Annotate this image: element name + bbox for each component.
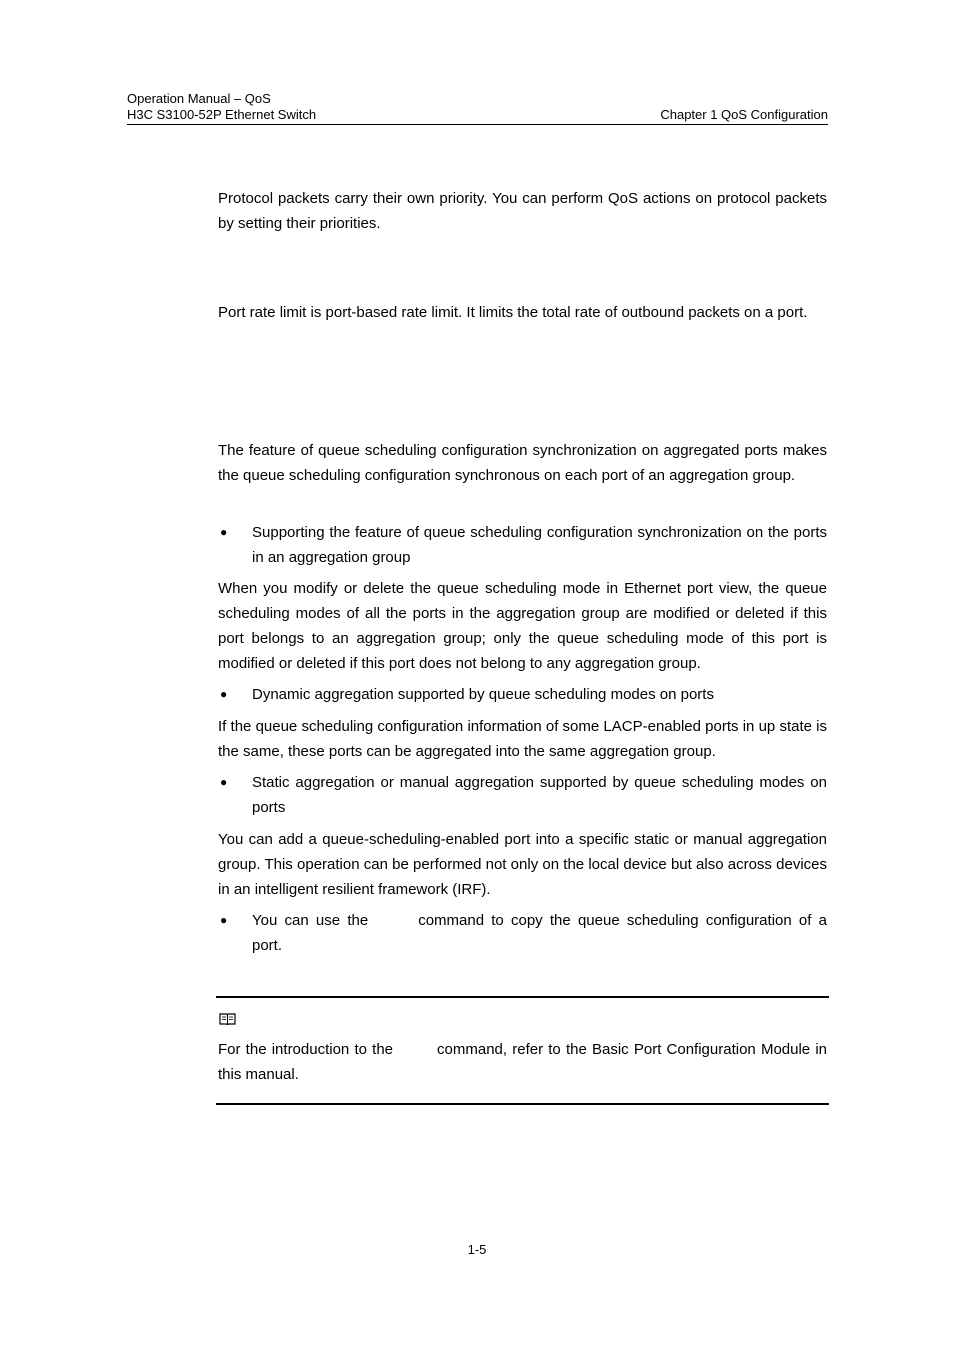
list-item-text bbox=[252, 908, 827, 958]
note-text-before: For the introduction to the bbox=[218, 1041, 394, 1058]
manual-title: Operation Manual – QoS bbox=[127, 91, 271, 106]
book-icon bbox=[219, 1012, 236, 1026]
list-item-text: Static aggregation or manual aggregation supported by queue scheduling modes on ports bbox=[252, 774, 827, 816]
list-item bbox=[218, 682, 827, 707]
bullet-icon: ● bbox=[220, 687, 228, 701]
paragraph-queue-sync: The feature of queue scheduling configuration synchronization on aggregated ports makes the queue scheduling configuration synchronous on each port of an aggregation group. bbox=[218, 442, 827, 484]
product-name: H3C S3100-52P Ethernet Switch bbox=[127, 107, 317, 122]
paragraph-modify-delete: When you modify or delete the queue scheduling mode in Ethernet port view, the queue scheduling modes of all the ports in the aggregation group are modified or deleted if this port belongs to an aggregation group; only the queue scheduling mode of this port is modified or deleted if this port does not belong to any aggregation group. bbox=[218, 580, 827, 672]
page-number: 1-5 bbox=[467, 1242, 487, 1257]
chapter-title: Chapter 1 QoS Configuration bbox=[660, 107, 828, 122]
note-text-after: command, refer to the Basic Port Configuration Module in this manual. bbox=[218, 1041, 828, 1083]
bullet-icon: ● bbox=[220, 913, 228, 927]
bullet-icon: ● bbox=[220, 525, 228, 539]
note-rule-top bbox=[216, 996, 829, 998]
paragraph-lacp: If the queue scheduling configuration information of some LACP-enabled ports in up state is the same, these ports can be aggregated into the same aggregation group. bbox=[218, 718, 827, 760]
paragraph-protocol-priority: Protocol packets carry their own priority. You can perform QoS actions on protocol packets by setting their priorities. bbox=[218, 190, 827, 232]
note-text bbox=[218, 1037, 827, 1087]
header-rule bbox=[127, 124, 828, 125]
list-item bbox=[218, 520, 827, 570]
list-item-text-after: command to copy the queue scheduling configuration of a port. bbox=[252, 912, 827, 954]
note-rule-bottom bbox=[216, 1103, 829, 1105]
paragraph-port-rate-limit: Port rate limit is port-based rate limit. It limits the total rate of outbound packets on a port. bbox=[218, 304, 808, 321]
list-item-text: Dynamic aggregation supported by queue scheduling modes on ports bbox=[252, 686, 714, 703]
list-item-text-before: You can use the bbox=[252, 912, 369, 929]
bullet-icon: ● bbox=[220, 775, 228, 789]
list-item-text: Supporting the feature of queue scheduling configuration synchronization on the ports in an aggregation group bbox=[252, 524, 827, 566]
list-item bbox=[218, 770, 827, 820]
list-item bbox=[218, 908, 827, 958]
paragraph-static-manual: You can add a queue-scheduling-enabled port into a specific static or manual aggregation group. This operation can be performed not only on the local device but also across devices in an intelligent resilient framework (IRF). bbox=[218, 831, 827, 898]
header-left bbox=[127, 91, 316, 123]
